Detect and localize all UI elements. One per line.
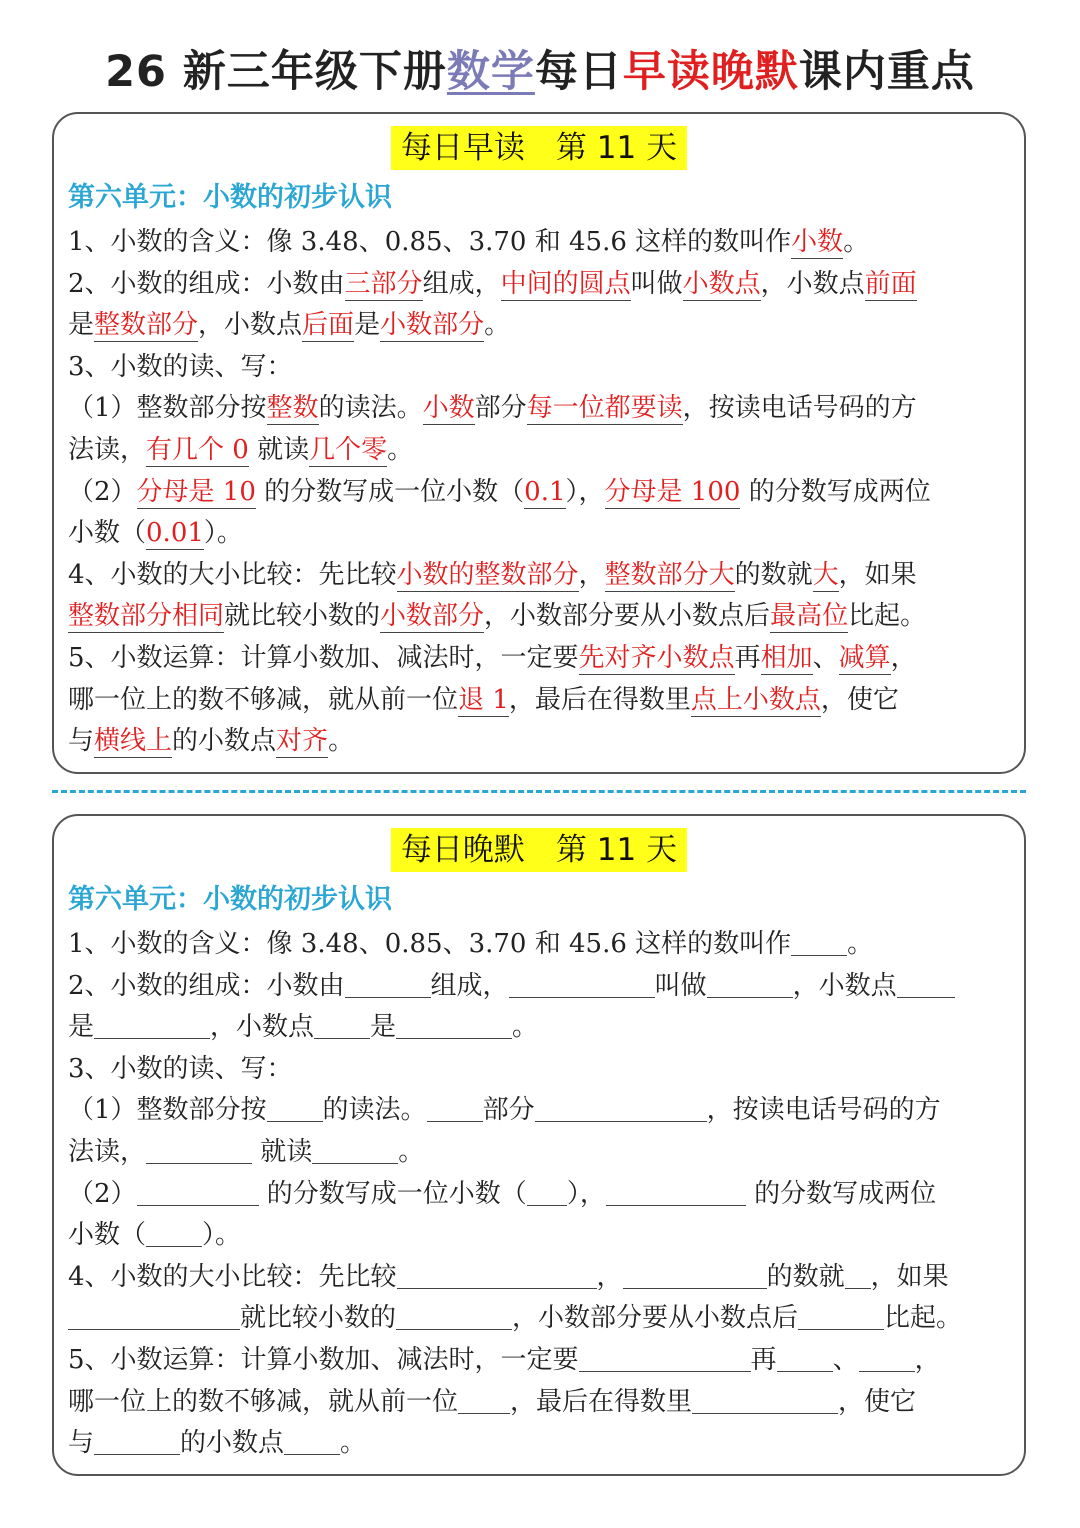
text: 、 <box>812 642 839 673</box>
evening-body <box>68 924 1012 1465</box>
text: （2） <box>68 1178 137 1209</box>
answer: 小数部分 <box>380 310 485 341</box>
line-4 <box>68 347 1012 389</box>
title-daily: 每日 <box>534 47 623 97</box>
answer: 前面 <box>864 268 917 299</box>
answer: 小数点 <box>682 268 761 299</box>
text: ，最后在得数里 <box>510 1386 693 1417</box>
line-5 <box>68 1090 1012 1132</box>
fill-blank[interactable] <box>345 967 431 998</box>
answer: 整数部分 <box>94 310 199 341</box>
answer: 几个零 <box>309 434 388 465</box>
fill-blank[interactable] <box>535 1091 707 1122</box>
text: 4、小数的大小比较：先比较 <box>68 1261 397 1292</box>
morning-unit-heading: 第六单元：小数的初步认识 <box>68 182 392 213</box>
text: ，小数部分要从小数点后 <box>484 601 771 632</box>
answer: 后面 <box>302 310 355 341</box>
fill-blank[interactable] <box>692 1383 838 1414</box>
morning-banner: 每日早读 第 11 天 <box>391 126 687 170</box>
evening-recitation-card <box>52 814 1026 1476</box>
text: 再 <box>750 1344 777 1375</box>
line-11 <box>68 638 1012 680</box>
text: 就读 <box>252 1136 313 1167</box>
text: ，按读电话号码的方 <box>682 393 917 424</box>
text: 组成， <box>430 970 509 1001</box>
text: ，使它 <box>820 684 899 715</box>
text: 。 <box>340 1428 367 1459</box>
line-12 <box>68 680 1012 722</box>
answer: 0.1 <box>524 476 566 507</box>
answer: 小数 <box>791 227 844 257</box>
text: 比起。 <box>884 1303 963 1334</box>
text: ， <box>890 642 917 673</box>
line-2 <box>68 264 1012 306</box>
text: 3、小数的读、写： <box>68 1053 293 1084</box>
text: （1）整数部分按 <box>68 393 267 424</box>
evening-unit-heading: 第六单元：小数的初步认识 <box>68 884 392 915</box>
text: 就读 <box>248 434 310 465</box>
text: 是 <box>68 310 95 341</box>
text: 。 <box>843 227 870 257</box>
text: 的分数写成一位小数（ <box>258 1178 527 1209</box>
line-6 <box>68 430 1012 472</box>
answer: 小数 <box>422 393 475 424</box>
text: ，按读电话号码的方 <box>706 1095 941 1126</box>
answer: 先对齐小数点 <box>578 642 735 673</box>
text: 哪一位上的数不够减，就从前一位 <box>68 684 459 715</box>
fill-blank[interactable] <box>606 1175 746 1206</box>
text: 是 <box>68 1012 95 1043</box>
text: 的分数写成一位小数（ <box>255 476 525 507</box>
fill-blank[interactable] <box>94 1008 210 1039</box>
fill-blank[interactable] <box>94 1424 180 1455</box>
fill-blank[interactable] <box>527 1175 567 1206</box>
fill-blank[interactable] <box>791 925 847 956</box>
fill-blank[interactable] <box>397 1258 597 1289</box>
line-12 <box>68 1382 1012 1424</box>
text: 。 <box>512 1012 539 1043</box>
text: ，如果 <box>838 559 917 590</box>
answer: 中间的圆点 <box>500 268 631 299</box>
text: 与 <box>68 726 95 757</box>
answer: 点上小数点 <box>690 684 821 715</box>
fill-blank[interactable] <box>137 1175 259 1206</box>
text: ， <box>596 1261 623 1292</box>
answer: 对齐 <box>276 726 329 757</box>
text: ，小数部分要从小数点后 <box>512 1303 799 1334</box>
fill-blank[interactable] <box>623 1258 767 1289</box>
answer: 三部分 <box>344 268 423 299</box>
fill-blank[interactable] <box>897 967 955 998</box>
text: 、 <box>832 1344 859 1375</box>
line-6 <box>68 1132 1012 1174</box>
line-11 <box>68 1340 1012 1382</box>
fill-blank[interactable] <box>845 1258 871 1289</box>
text: ，最后在得数里 <box>508 684 691 715</box>
text: 的读法。 <box>322 1095 427 1126</box>
text: （2） <box>68 476 137 507</box>
text: 叫做 <box>654 970 707 1001</box>
text: 1、小数的含义：像 3.48、0.85、3.70 和 45.6 这样的数叫作 <box>68 929 792 959</box>
line-8 <box>68 1215 1012 1257</box>
fill-blank[interactable] <box>396 1008 512 1039</box>
line-3 <box>68 1007 1012 1049</box>
text: 是 <box>370 1012 397 1043</box>
title-key-points: 课内重点 <box>798 47 975 97</box>
text: 的数就 <box>766 1261 845 1292</box>
text: 哪一位上的数不够减，就从前一位 <box>68 1386 459 1417</box>
text: ，小数点 <box>210 1012 315 1043</box>
text: ）。 <box>203 518 243 549</box>
fill-blank[interactable] <box>312 1133 398 1164</box>
text: 的分数写成两位 <box>745 1178 937 1209</box>
evening-banner: 每日晚默 第 11 天 <box>391 828 687 872</box>
answer: 整数 <box>266 393 319 424</box>
fill-blank[interactable] <box>798 1299 884 1330</box>
text: 2、小数的组成：小数由 <box>68 970 345 1001</box>
line-10 <box>68 596 1012 638</box>
text: ，小数点 <box>792 970 897 1001</box>
title-subject: 数学 <box>446 47 535 97</box>
text: 。 <box>328 726 355 757</box>
text: 4、小数的大小比较：先比较 <box>68 559 397 590</box>
text: 的读法。 <box>318 393 423 424</box>
text: ）， <box>566 1178 606 1209</box>
fill-blank[interactable] <box>458 1383 510 1414</box>
fill-blank[interactable] <box>777 1341 833 1372</box>
text: 叫做 <box>630 268 683 299</box>
text: 部分 <box>482 1095 535 1126</box>
fill-blank[interactable] <box>859 1341 915 1372</box>
fill-blank[interactable] <box>146 1216 202 1247</box>
text: ，小数点 <box>198 310 303 341</box>
text: 法读， <box>68 1136 147 1167</box>
title-reading: 早读晚默 <box>622 47 799 97</box>
text: （1）整数部分按 <box>68 1095 267 1126</box>
fill-blank[interactable] <box>396 1299 512 1330</box>
text: ， <box>578 559 605 590</box>
text: 的数就 <box>734 559 813 590</box>
fill-blank[interactable] <box>579 1341 751 1372</box>
line-7 <box>68 472 1012 514</box>
morning-body <box>68 222 1012 763</box>
line-8 <box>68 513 1012 555</box>
line-4 <box>68 1049 1012 1091</box>
line-13 <box>68 721 1012 763</box>
title-grade: 26 新三年级下册 <box>105 47 447 97</box>
text: 。 <box>847 929 874 959</box>
text: 。 <box>484 310 511 341</box>
text: 的小数点 <box>172 726 277 757</box>
line-9 <box>68 555 1012 597</box>
text: 就比较小数的 <box>240 1303 397 1334</box>
text: 比起。 <box>848 601 927 632</box>
line-2 <box>68 966 1012 1008</box>
text: 。 <box>387 434 414 465</box>
text: 部分 <box>474 393 527 424</box>
fill-blank[interactable] <box>68 1299 240 1330</box>
fill-blank[interactable] <box>707 967 793 998</box>
line-3 <box>68 305 1012 347</box>
text: 5、小数运算：计算小数加、减法时，一定要 <box>68 642 579 673</box>
answer: 减算 <box>838 642 891 673</box>
text: ， <box>914 1344 941 1375</box>
answer: 分母是 10 <box>136 476 256 507</box>
answer: 整数部分相同 <box>68 601 225 632</box>
line-9 <box>68 1257 1012 1299</box>
text: 与 <box>68 1428 95 1459</box>
text: 法读， <box>68 434 147 465</box>
answer: 最高位 <box>770 601 849 632</box>
line-13 <box>68 1423 1012 1465</box>
text: 是 <box>354 310 381 341</box>
text: 5、小数运算：计算小数加、减法时，一定要 <box>68 1344 579 1375</box>
text: 的小数点 <box>180 1428 285 1459</box>
text: ，小数点 <box>760 268 865 299</box>
answer: 相加 <box>760 642 813 673</box>
text: 小数（ <box>68 518 147 549</box>
line-10 <box>68 1298 1012 1340</box>
text: ）， <box>565 476 605 507</box>
fill-blank[interactable] <box>427 1091 483 1122</box>
fill-blank[interactable] <box>314 1008 370 1039</box>
answer: 0.01 <box>146 518 204 549</box>
text: ，如果 <box>870 1261 949 1292</box>
text: 2、小数的组成：小数由 <box>68 268 345 299</box>
answer: 有几个 0 <box>146 434 249 465</box>
answer: 大 <box>812 559 839 590</box>
answer: 整数部分大 <box>604 559 735 590</box>
text: 就比较小数的 <box>224 601 381 632</box>
section-divider <box>52 790 1026 793</box>
text: ，使它 <box>838 1386 917 1417</box>
text: 。 <box>398 1136 425 1167</box>
answer: 退 1 <box>458 684 509 715</box>
answer: 每一位都要读 <box>526 393 683 424</box>
line-7 <box>68 1174 1012 1216</box>
line-1 <box>68 222 1012 264</box>
page-title <box>0 42 1080 102</box>
answer: 横线上 <box>94 726 173 757</box>
text: 3、小数的读、写： <box>68 351 293 382</box>
text: 1、小数的含义：像 3.48、0.85、3.70 和 45.6 这样的数叫作 <box>68 227 792 257</box>
fill-blank[interactable] <box>509 967 655 998</box>
text: 再 <box>734 642 761 673</box>
answer: 分母是 100 <box>604 476 741 507</box>
line-1 <box>68 924 1012 966</box>
morning-reading-card <box>52 112 1026 774</box>
fill-blank[interactable] <box>146 1133 252 1164</box>
fill-blank[interactable] <box>284 1424 340 1455</box>
text: 小数（ <box>68 1220 147 1251</box>
text: ）。 <box>202 1220 242 1251</box>
answer: 小数的整数部分 <box>396 559 579 590</box>
line-5 <box>68 388 1012 430</box>
text: 的分数写成两位 <box>740 476 931 507</box>
text: 组成， <box>422 268 501 299</box>
fill-blank[interactable] <box>267 1091 323 1122</box>
answer: 小数部分 <box>380 601 485 632</box>
